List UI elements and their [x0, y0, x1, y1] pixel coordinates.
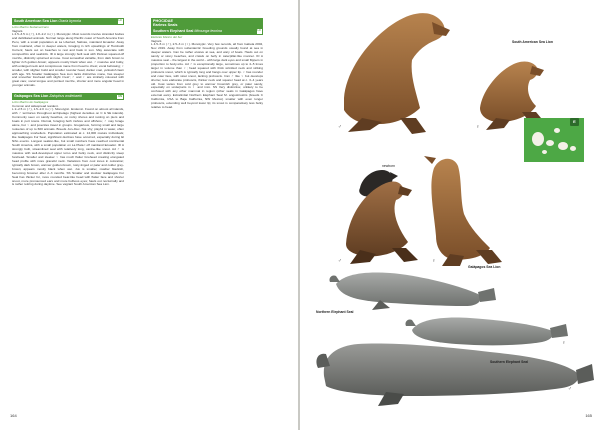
map-island [542, 150, 547, 154]
map-badge: E [570, 118, 579, 126]
status-badge: EN [118, 94, 122, 98]
sex-symbol-male: ♂ [338, 258, 342, 264]
map-island [532, 132, 544, 146]
left-page [0, 0, 298, 430]
species-text: L 2–2.5 m (♂), 1.5–2.0 m (♀). Monotypic. Endemic. Found on almost all islands, with ♂ territories throughout archipelago (highest densities on C & SE islands). Commonly seen on sandy beaches, on rocky shores and resting on piers and boats in port towns. Diurnal, foraging both inshore and offshore; ♂ may forage alone, but ♀ and juveniles travel in groups. Gregarious, forming small and large rookeries of up to 600 animals. Breeds Jun–Dec. Not shy; playful in water, often approaching snorkellers. Population estimated at c. 14,000 mature individuals; like Galápagos Fur Seal, significant declines have occurred, especially during El Niño events. Longest sealion-like, but small numbers have reached continental South America, with a small population on La Plata I off mainland Ecuador. ID A strongly built, streamlined seal with relatively long, canine-like snout. Ad ♂ is massive with well-developed upper torso and bulky neck, and distinctly steep forehead. Smaller and sleeker ♀ has much flatter forehead creating elongated head profile with more graceful neck. Variations from cool tones in coloration; typically dark brown, warmer golden-brown, rusty-tinged or paler and colder grey-brown; appears mostly black when wet. Juv is smaller, rowdier blackish, becoming browner after 2–3 months. SS Smaller and stockier Galápagos Fur Seal has thicker fur, more rounded bear-like head with flatter face and shorter snout, more pronounced ears and more bulbous eyes; hauls out nocturnally and is rather retiring during daytime. See vagrant South American Sea Lion. [12, 107, 124, 187]
northern-elephant-seal-illustration [329, 272, 496, 310]
galapagos-sea-lion-female-illustration [424, 156, 502, 266]
caption-northern-elephant-seal: Northern Elephant Seal [316, 310, 354, 314]
caption-southern-elephant-seal: Southern Elephant Seal [490, 360, 529, 364]
occurrence: Vagrant. [151, 39, 163, 43]
map-island [570, 146, 576, 151]
family-header: PHOCIDAE Earless Seals [151, 18, 263, 28]
species-header-southern-elephant-seal: Southern Elephant Seal Mirounga leonina LC [153, 29, 261, 33]
status-badge: LC [257, 29, 261, 33]
southern-elephant-seal-female-illustration [405, 318, 568, 346]
species-text: L 4.5–5 m (♂), 2.5–3 m (♀). Monotypic. Very few records, all from Isabela 2004, Nov 2019. Away from subantarctic breeding grounds usually found at sea in deeper waters. Can be rather elusive at sea, and wary of boats. Hauls out on sandy or stony beaches, and crawls on belly in caterpillar-like manner. ID A massive seal – the largest in the world – with large dark eyes and small flippers in proportion to body-size. Ad ♂ is exceptionally large, sometimes up to 4–5 times larger in volume than ♀; head squared with thick wrinkled neck and striking proboscis snout, which is typically long and hangs over upper lip. ♀ has rounder and cuter face, with stout snout, lacking proboscis. Imm ♂ like ♀ but develops shorter, less elaborate proboscis, thicker neck and squarer head at c. 3–4 years old. Coat varies from cold grey to warmer brownish grey, or paler sandy, especially on underparts in ♀ and imm. SS Very distinctive; unlikely to be confused with any other mammal in region (other seals in Galápagos have external ears). Extralimital Northern Elephant Seal M. angustirostris (breeds C California, USA to Baja California, NW Mexico) smaller with even longer proboscis, extending well beyond lower lip; its snout is comparatively less bulky relative to head. [151, 42, 263, 110]
species-header-galapagos-sea-lion: Galápagos Sea Lion Zalophus wollebaeki EN [14, 94, 122, 99]
right-page [300, 0, 600, 430]
text-column-right [151, 18, 263, 110]
status-badge: LC [118, 19, 122, 23]
occurrence: Vagrant. [12, 29, 24, 33]
sex-symbol-female: ♀ [432, 258, 436, 264]
page-number-left: 164 [10, 413, 17, 418]
sex-symbol-female: ♀ [562, 340, 566, 346]
caption-south-american-sea-lion: South American Sea Lion [512, 40, 553, 44]
caption-newborn: newborn [382, 164, 396, 168]
occurrence: Common and widespread resident. [12, 104, 59, 109]
south-american-sea-lion-male-illustration [344, 13, 450, 134]
spanish-name: Lobo Marino Sudamericano [12, 25, 49, 29]
text-column-left [12, 18, 124, 187]
sex-symbol-female: ♀ [476, 124, 480, 130]
species-text: L 2.5–3.5 m (♂), 1.8–2.2 m (♀). Monotypic. Most records involve stranded bodies and debilitated animals. Normal range along Pacific coast of South America from Peru, with a small population at La Libertad, Salinas, mainland Ecuador. Away from mainland, often in deeper waters, foraging in rich upwellings of Humboldt Current; hauls out on beaches to rest and bask in sun. May associate with conspecifics and seabirds. ID A large strongly built seal with thickset squared-off muzzle, distinctly upturned at nose. Coat somewhat variable, from dark brown to lighter rich golden-brown; appears mostly black when wet. ♂ massive and bulky, with enlarged neck and conspicuous mane from head to chest; vocal bellowing; ♀ smaller, with slighter build and smaller rounder head, darker coat, yellowish fawn with age. SS Smaller Galápagos Sea Lion lacks distinctive mane, has steeper and smoother forehead with slight 'crest'; ♂ and ♀ are similarly coloured with great care; vocal tongue and pointed muzzle, shorter and more angular head in younger animals. [12, 32, 124, 88]
page-number-right: 165 [585, 413, 592, 418]
spanish-name: Lobo Marino de Galápagos [12, 100, 49, 105]
sex-symbol-male: ♂ [338, 124, 342, 130]
southern-elephant-seal-male-illustration [316, 343, 594, 406]
map-island [558, 142, 568, 150]
galapagos-sea-lion-male-illustration [346, 182, 418, 265]
sex-symbol-male: ♂ [568, 386, 572, 392]
spanish-name: Elefante Marino del Sur [151, 35, 183, 39]
map-island [554, 128, 560, 133]
caption-galapagos-sea-lion: Galápagos Sea Lion [468, 265, 501, 269]
map-island [546, 140, 554, 146]
species-header-south-american-sea-lion: South American Sea Lion Otaria byronia LC [14, 19, 122, 23]
seal-illustrations [300, 0, 600, 430]
